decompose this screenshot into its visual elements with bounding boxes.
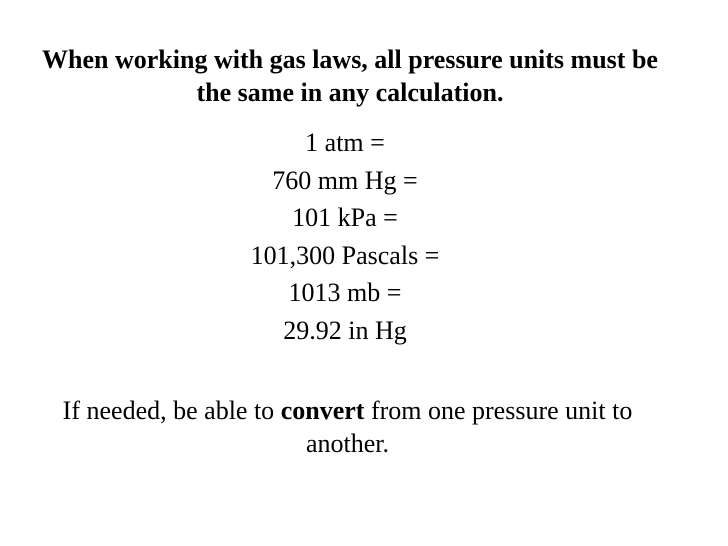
- slide-heading: When working with gas laws, all pressure units must be the same in any calculation.: [42, 45, 658, 107]
- equivalence-mmhg: 760 mm Hg =: [272, 165, 418, 195]
- equivalence-inhg: 29.92 in Hg: [283, 315, 407, 345]
- equivalence-mb: 1013 mb =: [288, 278, 402, 307]
- conversion-note: [20, 394, 675, 460]
- equivalence-pascals: 101,300 Pascals =: [250, 240, 440, 270]
- conversion-note-start: If needed, be able to: [62, 396, 281, 425]
- conversion-note-emphasis: convert: [280, 396, 365, 425]
- pressure-equivalence-list: [0, 124, 690, 349]
- equivalence-atm: 1 atm =: [305, 128, 385, 157]
- conversion-note-end: from one pressure unit to another.: [305, 396, 633, 458]
- equivalence-kpa: 101 kPa =: [292, 203, 398, 232]
